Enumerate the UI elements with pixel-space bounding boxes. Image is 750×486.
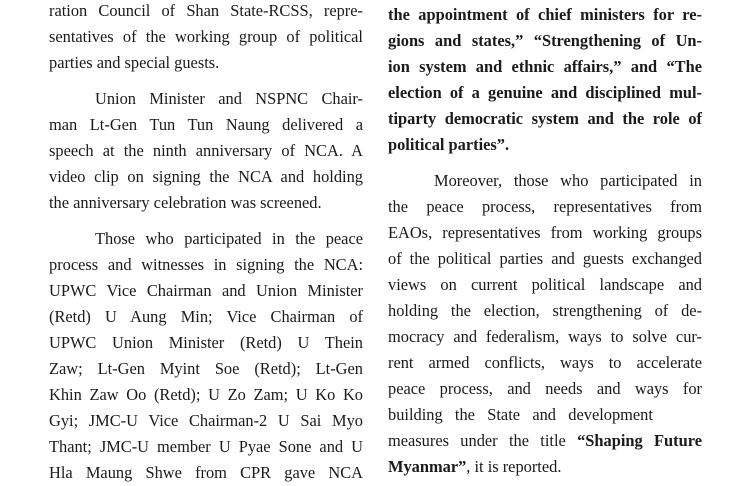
article-title-bold: “Shaping Future (577, 431, 702, 450)
text-line: process and witnesses in signing the NCA: (49, 255, 363, 274)
text-line: parties and special guests. (49, 53, 220, 72)
text-line: views on current political landscape and (388, 275, 702, 294)
text-line (388, 428, 702, 454)
text-line: Thant; JMC-U member U Pyae Sone and U (49, 437, 363, 456)
text-line: Zaw; Lt-Gen Myint Soe (Retd); Lt-Gen (49, 359, 363, 378)
text-line (388, 454, 702, 480)
text-line: UPWC Vice Chairman and Union Minister (49, 281, 363, 300)
text-line: EAOs, representatives from working groups (388, 223, 702, 242)
text-line: gions and states,” “Strengthening of Un- (388, 31, 702, 50)
text-run: measures under the title (388, 431, 578, 450)
text-line: Those who participated in the peace (95, 229, 363, 248)
text-run: , it is reported. (466, 457, 562, 476)
text-line: Union Minister and NSPNC Chair- (95, 89, 363, 108)
left-column (49, 0, 363, 486)
text-line: political parties”. (388, 135, 510, 154)
text-line: speech at the ninth anniversary of NCA. A (49, 141, 363, 160)
paragraph (49, 226, 363, 486)
right-column (388, 0, 702, 480)
text-line: peace process, and needs and ways for (388, 379, 702, 398)
text-line: Moreover, those who participated in (434, 171, 702, 190)
text-line: of the political parties and guests exchanged (388, 249, 702, 268)
text-line: building the State and development (388, 405, 653, 424)
paragraph (388, 168, 702, 480)
text-line: the appointment of chief ministers for re- (388, 5, 702, 24)
text-line: Hla Maung Shwe from CPR gave NCA (49, 463, 363, 482)
text-line: the anniversary celebration was screened. (49, 193, 322, 212)
paragraph (49, 86, 363, 216)
text-line: video clip on signing the NCA and holding (49, 167, 363, 186)
text-line: the peace process, representatives from (388, 197, 702, 216)
text-line: UPWC Union Minister (Retd) U Thein (49, 333, 363, 352)
text-line: tiparty democratic system and the role of (388, 109, 702, 128)
paragraph-bold (388, 2, 702, 158)
article-title-bold: Myanmar” (388, 457, 467, 476)
text-line: rent armed conflicts, ways to accelerate (388, 353, 702, 372)
text-line: (Retd) U Aung Min; Vice Chairman of (49, 307, 363, 326)
text-line: man Lt-Gen Tun Tun Naung delivered a (49, 115, 363, 134)
text-line: Gyi; JMC-U Vice Chairman-2 U Sai Myo (49, 411, 363, 430)
text-line: sentatives of the working group of political (49, 27, 363, 46)
text-line: holding the election, strengthening of de- (388, 301, 702, 320)
text-line: Khin Zaw Oo (Retd); U Zo Zam; U Ko Ko (49, 385, 363, 404)
text-line: mocracy and federalism, ways to solve cur- (388, 327, 702, 346)
text-line: ion system and ethnic affairs,” and “The (388, 57, 702, 76)
paragraph (49, 0, 363, 76)
text-line: ration Council of Shan State-RCSS, repre- (49, 1, 363, 20)
text-line: election of a genuine and disciplined mul- (388, 83, 702, 102)
